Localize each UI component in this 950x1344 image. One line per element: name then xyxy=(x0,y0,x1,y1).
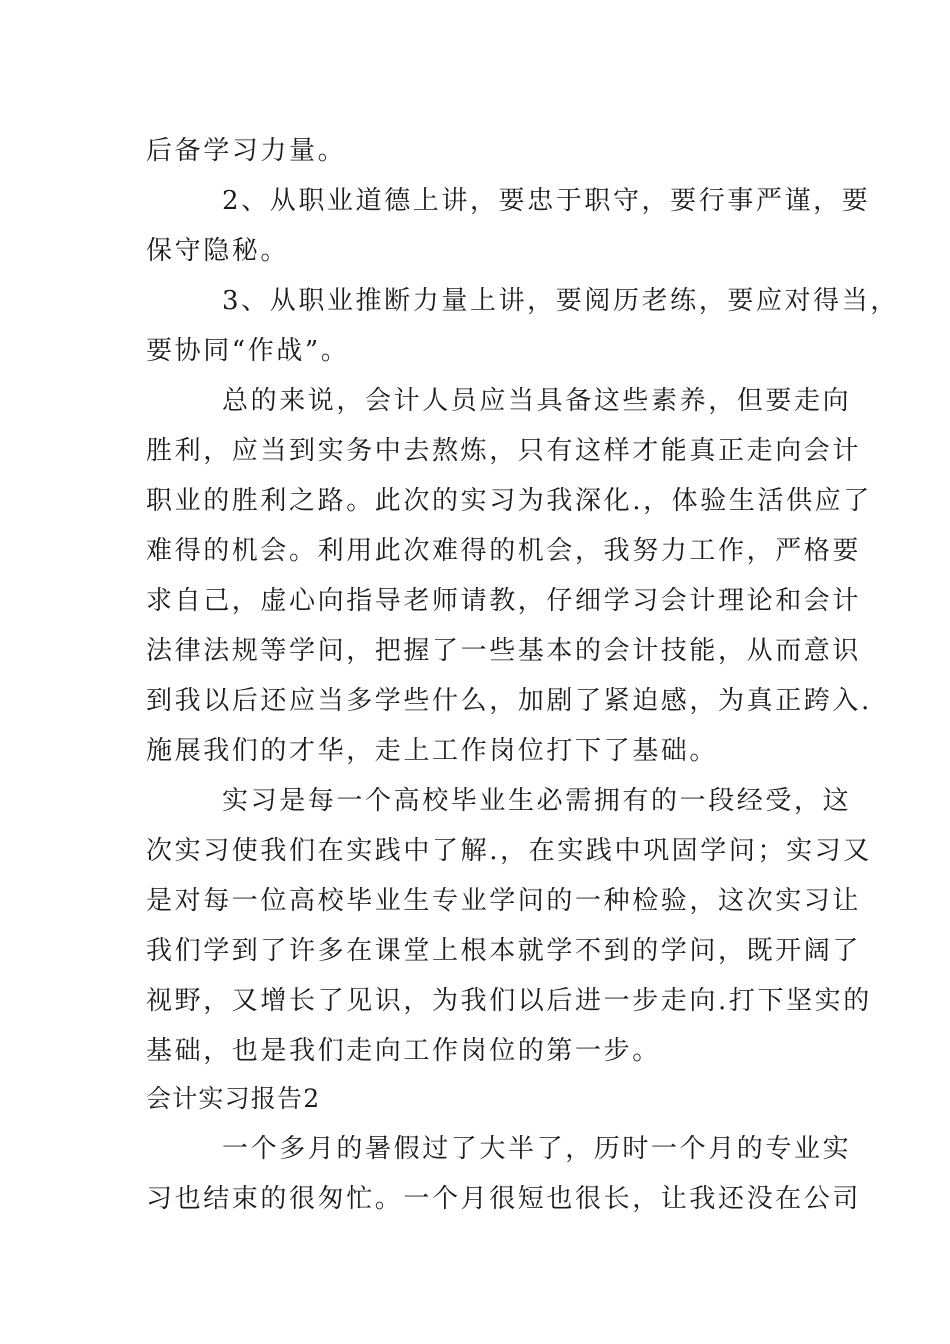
text-line: 施展我们的才华，走上工作岗位打下了基础。 xyxy=(146,736,719,766)
text-line: 保守隐秘。 xyxy=(146,236,290,266)
section-heading: 会计实习报告2 xyxy=(146,1084,321,1113)
text-line: 要协同“作战”。 xyxy=(146,336,350,366)
text-line: 2、从职业道德上讲，要忠于职守，要行事严谨，要 xyxy=(222,186,871,216)
text-line: 后备学习力量。 xyxy=(146,136,347,166)
text-line: 习也结束的很匆忙。一个月很短也很长，让我还没在公司 xyxy=(146,1184,862,1214)
text-line: 求自己，虚心向指导老师请教，仔细学习会计理论和会计 xyxy=(146,586,862,616)
text-line: 是对每一位高校毕业生专业学问的一种检验，这次实习让 xyxy=(146,886,862,916)
text-line: 视野，又增长了见识，为我们以后进一步走向.打下坚实的 xyxy=(146,986,872,1016)
text-line: 次实习使我们在实践中了解.，在实践中巩固学问；实习又 xyxy=(146,836,872,866)
text-line: 法律法规等学问，把握了一些基本的会计技能，从而意识 xyxy=(146,636,862,666)
text-line: 3、从职业推断力量上讲，要阅历老练，要应对得当， xyxy=(222,286,899,316)
text-line: 到我以后还应当多学些什么，加剧了紧迫感，为真正跨入. xyxy=(146,686,872,716)
text-line: 基础，也是我们走向工作岗位的第一步。 xyxy=(146,1036,661,1066)
text-line: 总的来说，会计人员应当具备这些素养，但要走向 xyxy=(222,386,852,416)
text-line: 一个多月的暑假过了大半了，历时一个月的专业实 xyxy=(222,1134,852,1164)
text-line: 胜利，应当到实务中去熬炼，只有这样才能真正走向会计 xyxy=(146,436,862,466)
text-line: 职业的胜利之路。此次的实习为我深化.，体验生活供应了 xyxy=(146,486,872,516)
text-line: 难得的机会。利用此次难得的机会，我努力工作，严格要 xyxy=(146,536,862,566)
text-line: 实习是每一个高校毕业生必需拥有的一段经受，这 xyxy=(222,786,852,816)
text-line: 我们学到了许多在课堂上根本就学不到的学问，既开阔了 xyxy=(146,936,862,966)
